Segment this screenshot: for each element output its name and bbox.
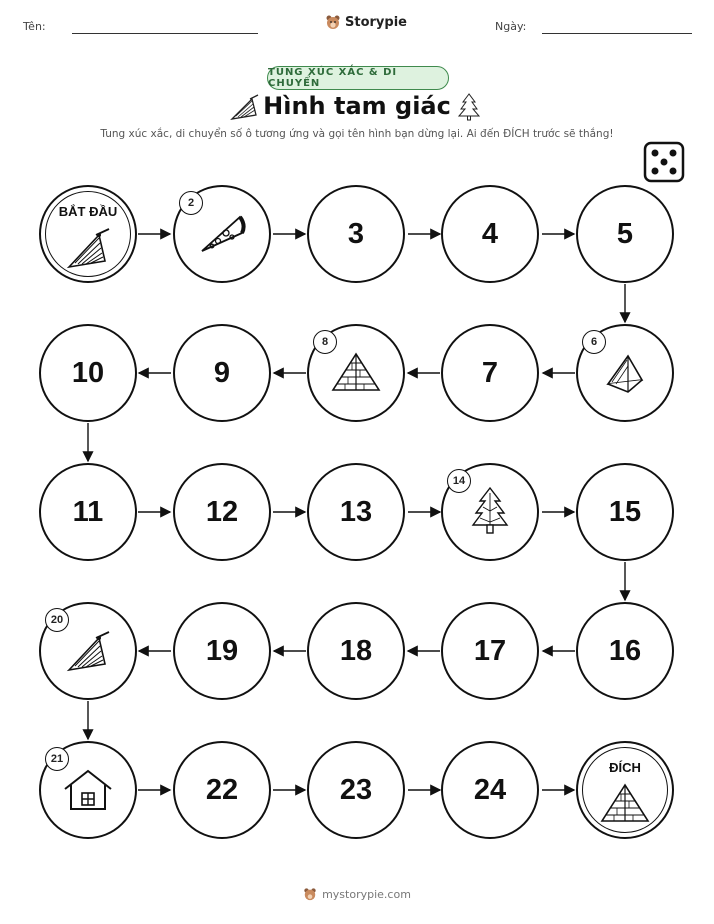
cell-number: 18 [339,634,373,667]
pine-tree-icon [468,485,512,539]
cell-number: 24 [473,773,507,806]
board-cell-20[interactable] [39,602,137,700]
cell-number-badge: 21 [45,747,69,771]
footer [0,887,714,901]
instructions: Tung xúc xắc, di chuyển số ô tương ứng và gọi tên hình bạn dừng lại. Ai đến ĐÍCH trước sẽ thắng! [100,128,614,140]
board-cell-3[interactable] [307,185,405,283]
bear-logo-icon [303,887,317,901]
board-cell-11[interactable] [39,463,137,561]
pyramid-icon [329,350,383,396]
cell-number: 11 [72,495,104,528]
finish-label: ĐÍCH [609,760,641,775]
cell-number: 19 [205,634,239,667]
board-cell-4[interactable] [441,185,539,283]
cell-number: 10 [71,356,105,389]
board-cell-5[interactable] [576,185,674,283]
pizza-slice-icon [196,211,248,257]
board-cell-13[interactable] [307,463,405,561]
cell-number: 4 [481,217,499,250]
cell-number: 22 [205,773,239,806]
name-label: Tên: [23,20,46,33]
board-cell-23[interactable] [307,741,405,839]
board-cell-2[interactable] [173,185,271,283]
cell-number: 13 [339,495,373,528]
board-cell-16[interactable] [576,602,674,700]
cell-number-badge: 8 [313,330,337,354]
board-cell-9[interactable] [173,324,271,422]
board-cell-25[interactable] [576,741,674,839]
board-cell-24[interactable] [441,741,539,839]
folded-napkin-icon [600,350,650,396]
cell-number-badge: 6 [582,330,606,354]
board-cell-10[interactable] [39,324,137,422]
board-cell-17[interactable] [441,602,539,700]
cell-number-badge: 2 [179,191,203,215]
cell-number: 17 [473,634,507,667]
pennant-flag-icon [63,225,113,275]
cell-number: 9 [213,356,231,389]
cell-number-badge: 14 [447,469,471,493]
cell-number: 5 [616,217,634,250]
cell-number: 3 [347,217,365,250]
cell-number: 12 [205,495,239,528]
board-cell-7[interactable] [441,324,539,422]
page-title: Hình tam giác [263,92,451,120]
date-label: Ngày: [495,20,527,33]
board-cell-15[interactable] [576,463,674,561]
house-icon [61,767,115,813]
board-cell-18[interactable] [307,602,405,700]
board-cell-6[interactable] [576,324,674,422]
board-cell-8[interactable] [307,324,405,422]
footer-url[interactable]: mystorypie.com [322,887,411,901]
board-cell-19[interactable] [173,602,271,700]
board-cell-12[interactable] [173,463,271,561]
cell-number-badge: 20 [45,608,69,632]
activity-tag: TUNG XÚC XẮC & DI CHUYỂN [267,66,449,90]
board-cell-14[interactable] [441,463,539,561]
cell-number: 23 [339,773,373,806]
cell-number: 15 [608,495,642,528]
pyramid-icon [598,781,652,831]
cell-number: 16 [608,634,642,667]
board-cell-21[interactable] [39,741,137,839]
board-cell-22[interactable] [173,741,271,839]
start-label: BẮT ĐẦU [58,204,118,219]
cell-number: 7 [481,356,499,389]
brand-name: Storypie [345,14,407,30]
board-cell-1[interactable] [39,185,137,283]
pennant-flag-icon [63,628,113,674]
